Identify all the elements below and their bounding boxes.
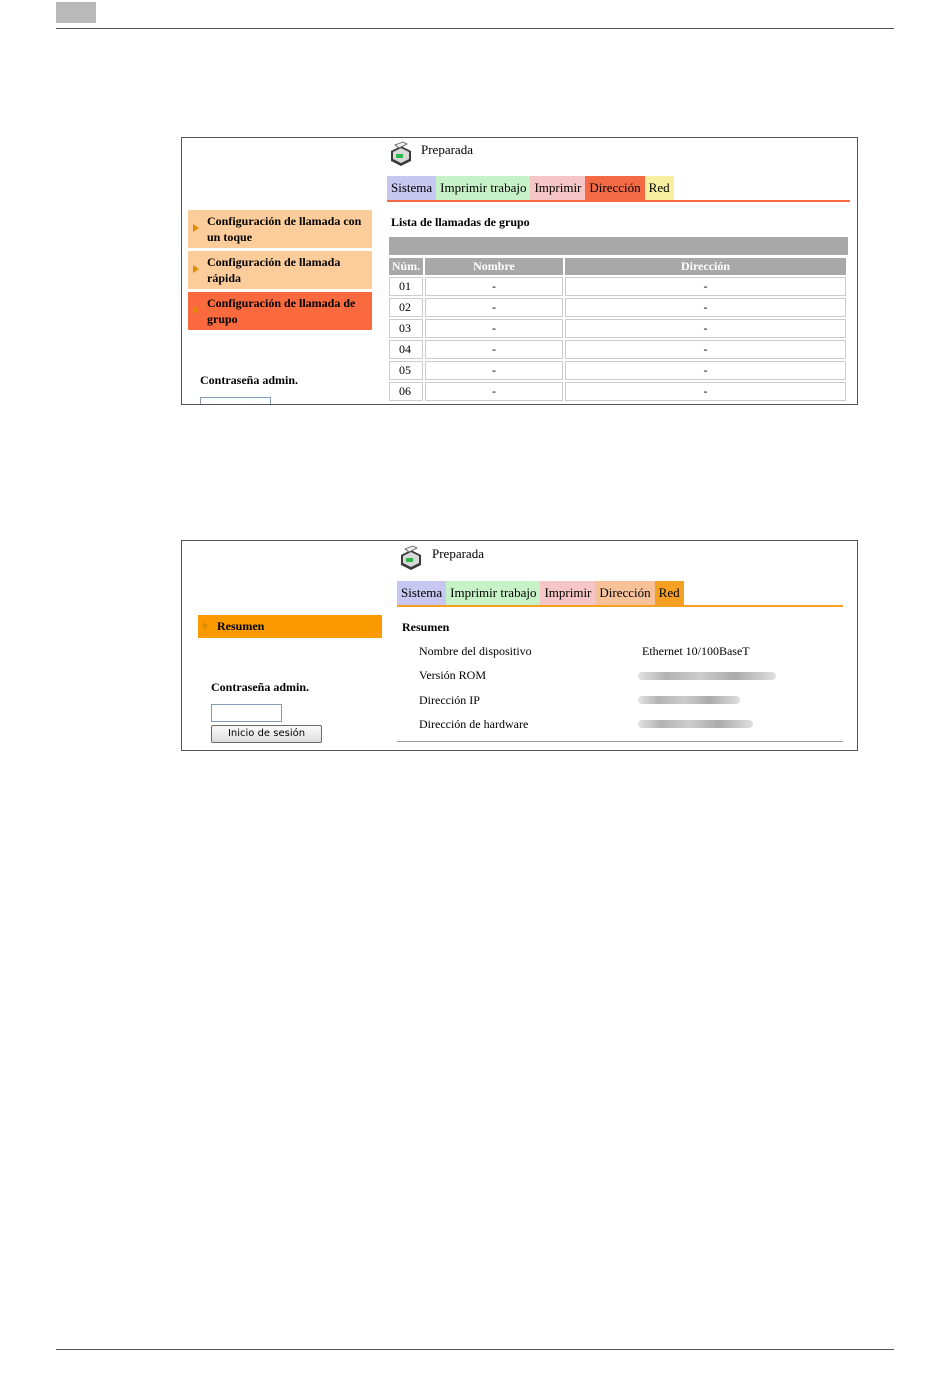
section-divider xyxy=(397,741,843,742)
cell-num: 02 xyxy=(389,298,423,317)
cell-address: - xyxy=(565,340,846,359)
cell-name: - xyxy=(425,340,563,359)
arrow-right-icon xyxy=(203,622,209,630)
tab-imprimir-trabajo[interactable]: Imprimir trabajo xyxy=(436,176,530,200)
cell-name: - xyxy=(425,277,563,296)
menu-item-speed-dial[interactable]: Configuración de llamada rápida xyxy=(188,251,372,289)
login-button[interactable]: Inicio de sesión xyxy=(211,725,322,743)
tab-sistema[interactable]: Sistema xyxy=(397,581,446,605)
group-dial-table xyxy=(387,256,848,403)
cell-num: 06 xyxy=(389,382,423,401)
cell-num: 01 xyxy=(389,277,423,296)
table-row[interactable] xyxy=(389,319,846,338)
tab-red[interactable]: Red xyxy=(645,176,674,200)
arrow-right-icon xyxy=(193,224,199,232)
table-row[interactable] xyxy=(389,382,846,401)
redacted-ip-address xyxy=(638,696,740,704)
cell-address: - xyxy=(565,277,846,296)
table-row[interactable] xyxy=(389,361,846,380)
cell-name: - xyxy=(425,319,563,338)
admin-password-input[interactable] xyxy=(211,704,282,722)
table-caption-bar xyxy=(389,237,848,255)
menu-item-group-dial[interactable]: Configuración de llamada de grupo xyxy=(188,292,372,330)
arrow-right-icon xyxy=(193,306,199,314)
printer-icon xyxy=(388,141,414,167)
admin-password-input[interactable] xyxy=(200,397,271,405)
tab-imprimir[interactable]: Imprimir xyxy=(540,581,595,605)
menu-item-one-touch[interactable]: Configuración de llamada con un toque xyxy=(188,210,372,248)
cell-address: - xyxy=(565,319,846,338)
cell-address: - xyxy=(565,298,846,317)
cell-name: - xyxy=(425,382,563,401)
redacted-hardware-address xyxy=(638,720,753,728)
tab-bar xyxy=(387,176,674,200)
tab-imprimir[interactable]: Imprimir xyxy=(530,176,585,200)
admin-password-label: Contraseña admin. xyxy=(200,373,299,387)
info-label-ip-address: Dirección IP xyxy=(419,693,480,707)
cell-num: 05 xyxy=(389,361,423,380)
screenshot-network-summary xyxy=(181,540,858,751)
tab-imprimir-trabajo[interactable]: Imprimir trabajo xyxy=(446,581,540,605)
info-value-device-name: Ethernet 10/100BaseT xyxy=(642,644,750,658)
redacted-rom-version xyxy=(638,672,776,680)
footer-divider xyxy=(56,1349,894,1350)
section-title: Resumen xyxy=(402,620,450,634)
column-header-num: Núm. xyxy=(389,258,423,275)
tab-bar xyxy=(397,581,684,605)
table-row[interactable] xyxy=(389,298,846,317)
chapter-marker xyxy=(56,2,96,23)
status-text: Preparada xyxy=(432,546,484,561)
arrow-right-icon xyxy=(193,265,199,273)
printer-icon xyxy=(398,545,424,571)
screenshot-address-settings xyxy=(181,137,858,405)
cell-num: 04 xyxy=(389,340,423,359)
cell-num: 03 xyxy=(389,319,423,338)
info-label-device-name: Nombre del dispositivo xyxy=(419,644,532,658)
table-row[interactable] xyxy=(389,277,846,296)
table-row[interactable] xyxy=(389,340,846,359)
list-title: Lista de llamadas de grupo xyxy=(391,215,530,229)
tab-underline xyxy=(397,605,843,607)
tab-direccion[interactable]: Dirección xyxy=(595,581,654,605)
table-header-row xyxy=(389,258,846,275)
status-text: Preparada xyxy=(421,142,473,157)
cell-name: - xyxy=(425,361,563,380)
cell-address: - xyxy=(565,361,846,380)
admin-password-label: Contraseña admin. xyxy=(211,680,310,694)
tab-sistema[interactable]: Sistema xyxy=(387,176,436,200)
tab-direccion[interactable]: Dirección xyxy=(585,176,644,200)
info-label-hardware-address: Dirección de hardware xyxy=(419,717,529,731)
cell-address: - xyxy=(565,382,846,401)
menu-item-resumen[interactable]: Resumen xyxy=(198,615,382,638)
header-divider xyxy=(56,28,894,29)
info-label-rom-version: Versión ROM xyxy=(419,668,487,682)
tab-underline xyxy=(387,200,850,202)
cell-name: - xyxy=(425,298,563,317)
column-header-name: Nombre xyxy=(425,258,563,275)
column-header-address: Dirección xyxy=(565,258,846,275)
tab-red[interactable]: Red xyxy=(655,581,684,605)
